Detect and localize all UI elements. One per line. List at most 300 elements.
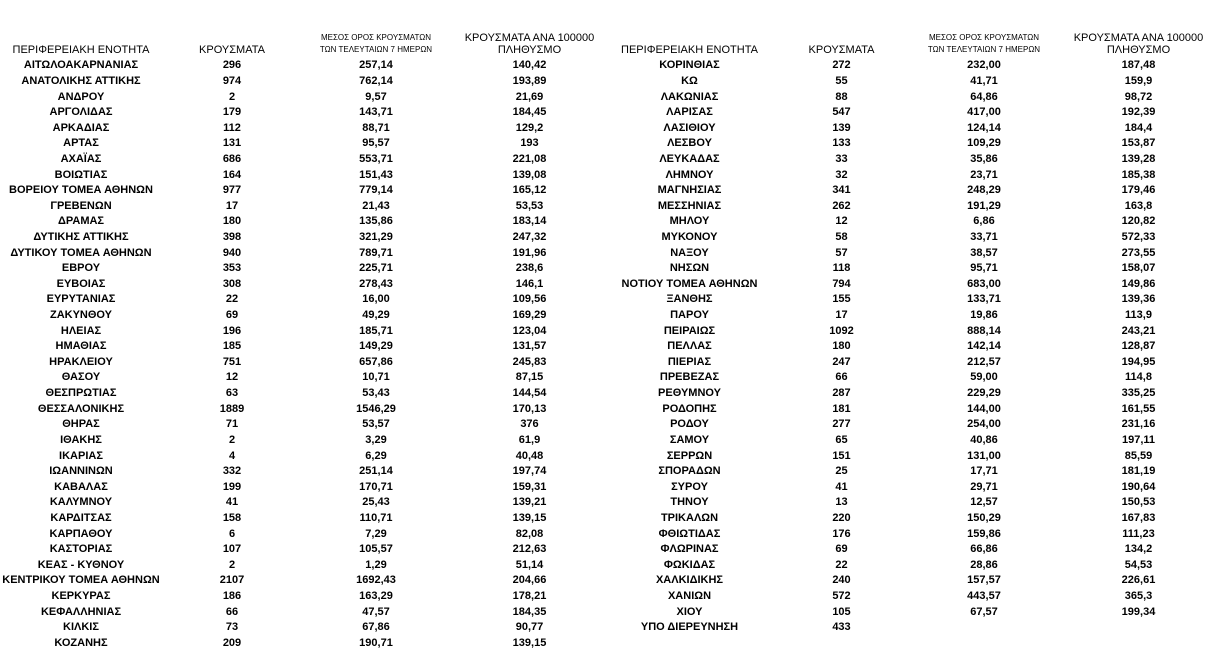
region-name: ΣΕΡΡΩΝ — [666, 449, 713, 462]
region-name: ΦΩΚΙΔΑΣ — [663, 558, 716, 571]
table-row — [609, 479, 1222, 495]
avg-7day-value: 150,29 — [967, 511, 1001, 524]
rate-per-100k-value: 139,21 — [512, 496, 547, 509]
avg-7day-value: 29,71 — [970, 480, 998, 493]
rate-per-100k-value: 131,57 — [512, 340, 547, 353]
table-row — [609, 542, 1222, 558]
table-row — [0, 136, 609, 152]
rate-per-100k-value: 114,8 — [1125, 371, 1152, 384]
cases-value: 272 — [832, 59, 851, 72]
cases-value: 2 — [228, 90, 236, 103]
region-name: ΕΥΒΟΙΑΣ — [56, 277, 106, 290]
region-name: ΜΕΣΣΗΝΙΑΣ — [657, 199, 722, 212]
cases-value: 686 — [222, 152, 242, 165]
cases-value: 180 — [832, 340, 851, 353]
region-name: ΡΟΔΟΠΗΣ — [662, 402, 717, 415]
left-table-body — [0, 58, 609, 651]
cases-value: 308 — [222, 277, 242, 290]
rate-per-100k-value: 165,12 — [512, 184, 547, 197]
cases-value: 107 — [222, 543, 242, 556]
cases-header: ΚΡΟΥΣΜΑΤΑ — [199, 44, 265, 56]
table-row — [0, 433, 609, 449]
avg-7day-value: 7,29 — [365, 527, 387, 540]
table-row — [609, 323, 1222, 339]
cases-value: 57 — [835, 246, 848, 259]
cases-value: 133 — [832, 137, 851, 150]
table-row — [0, 401, 609, 417]
avg-7day-value: 553,71 — [359, 152, 393, 165]
table-row — [609, 245, 1222, 261]
region-name: ΕΥΡΥΤΑΝΙΑΣ — [46, 293, 116, 306]
rate-per-100k-value: 183,14 — [512, 215, 547, 228]
header-row — [609, 0, 1222, 58]
table-row — [0, 589, 609, 605]
region-name: ΙΩΑΝΝΙΝΩΝ — [49, 465, 113, 478]
rate-per-100k-value: 194,95 — [1121, 355, 1156, 368]
table-row — [609, 526, 1222, 542]
header-row — [0, 0, 609, 58]
table-row — [0, 370, 609, 386]
cases-value: 547 — [832, 106, 851, 119]
cases-value: 139 — [832, 121, 851, 134]
avg-7day-value: 41,71 — [970, 74, 998, 87]
rate-per-100k-value: 139,08 — [512, 168, 547, 181]
cases-value: 88 — [835, 90, 848, 103]
table-row — [0, 261, 609, 277]
cases-value: 65 — [835, 433, 848, 446]
avg-7day-value: 47,57 — [362, 605, 390, 618]
rate-per-100k-value: 87,15 — [515, 371, 544, 384]
table-row — [0, 417, 609, 433]
region-name: ΣΠΟΡΑΔΩΝ — [658, 465, 721, 478]
rate-per-100k-value: 335,25 — [1121, 387, 1156, 400]
avg-7day-value: 53,57 — [362, 418, 390, 431]
table-row — [0, 479, 609, 495]
region-name: ΜΥΚΟΝΟΥ — [661, 231, 718, 243]
avg-7day-value: 149,29 — [359, 340, 393, 353]
table-row — [609, 58, 1222, 74]
cases-value: 2 — [228, 433, 236, 446]
table-row — [0, 245, 609, 261]
region-name: ΑΙΤΩΛΟΑΚΑΡΝΑΝΙΑΣ — [23, 59, 139, 72]
table-row — [609, 355, 1222, 371]
avg-7day-value: 257,14 — [359, 59, 393, 72]
avg-7day-value: 185,71 — [359, 324, 393, 337]
region-name: ΠΡΕΒΕΖΑΣ — [659, 371, 720, 384]
avg-7day-value: 657,86 — [359, 355, 393, 368]
region-name: ΤΡΙΚΑΛΩΝ — [660, 511, 719, 524]
cases-value: 66 — [225, 605, 239, 618]
cases-value: 262 — [832, 199, 851, 212]
avg-7day-value: 9,57 — [365, 90, 387, 103]
table-row — [609, 589, 1222, 605]
cases-value: 69 — [835, 543, 848, 556]
rate-per-100k-value: 197,74 — [512, 465, 547, 478]
rate-per-100k-value: 90,77 — [515, 621, 544, 634]
rate-per-100k-value: 113,9 — [1125, 309, 1152, 322]
table-row — [609, 511, 1222, 527]
table-row — [609, 401, 1222, 417]
cases-value: 6 — [228, 527, 236, 540]
table-row — [0, 604, 609, 620]
rate-per-100k-value: 192,39 — [1121, 106, 1156, 119]
region-header: ΠΕΡΙΦΕΡΕΙΑΚΗ ΕΝΟΤΗΤΑ — [12, 44, 150, 56]
avg-7day-value: 28,86 — [970, 558, 998, 571]
cases-value: 58 — [835, 231, 848, 243]
rate-per-100k-value: 181,19 — [1121, 465, 1156, 478]
avg-7day-value: 251,14 — [359, 465, 393, 478]
avg-7day-value: 53,43 — [362, 387, 390, 400]
cases-value: 196 — [222, 324, 242, 337]
avg-7day-value: 232,00 — [967, 59, 1001, 72]
avg-7day-value: 191,29 — [967, 199, 1001, 212]
table-row — [609, 604, 1222, 620]
cases-value: 240 — [832, 574, 851, 587]
cases-value: 398 — [222, 231, 242, 243]
region-name: ΑΡΤΑΣ — [63, 137, 99, 150]
table-row — [0, 636, 609, 652]
cases-value: 69 — [225, 309, 239, 322]
cases-value: 1092 — [829, 324, 854, 337]
avg-7day-value: 762,14 — [359, 74, 393, 87]
rate-per-100k-value: 167,83 — [1121, 511, 1156, 524]
avg-7day-value: 66,86 — [970, 543, 998, 556]
region-name: ΛΑΡΙΣΑΣ — [666, 106, 713, 119]
rate-per-100k-value: 193 — [520, 137, 539, 150]
avg-7day-value: 683,00 — [967, 277, 1001, 290]
region-name: ΚΑΣΤΟΡΙΑΣ — [49, 543, 113, 556]
region-name: ΦΛΩΡΙΝΑΣ — [660, 543, 719, 556]
cases-value: 353 — [222, 262, 242, 275]
cases-value: 572 — [832, 590, 851, 603]
table-row — [609, 339, 1222, 355]
avg-7day-value: 133,71 — [967, 293, 1001, 306]
cases-value: 25 — [835, 465, 848, 478]
table-row — [0, 198, 609, 214]
avg-7day-value: 16,00 — [362, 293, 390, 306]
table-row — [0, 323, 609, 339]
right-table-body — [609, 58, 1222, 636]
rate-per-100k-value: 128,87 — [1121, 340, 1156, 353]
table-row — [609, 558, 1222, 574]
region-name: ΑΝΑΤΟΛΙΚΗΣ ΑΤΤΙΚΗΣ — [21, 74, 141, 87]
cases-value: 22 — [835, 558, 848, 571]
cases-value: 33 — [835, 152, 848, 165]
table-row — [0, 89, 609, 105]
avg-7day-value: 88,71 — [362, 121, 390, 134]
rate-per-100k-value: 247,32 — [512, 231, 547, 243]
region-name: ΑΡΚΑΔΙΑΣ — [52, 121, 110, 134]
region-name: ΕΒΡΟΥ — [61, 262, 101, 275]
avg-7day-header-line1: ΜΕΣΟΣ ΟΡΟΣ ΚΡΟΥΣΜΑΤΩΝ — [928, 33, 1040, 42]
rate-per-100k-value: 187,48 — [1121, 59, 1156, 72]
rate-per-100k-value: 82,08 — [515, 527, 544, 540]
rate-per-100k-value: 153,87 — [1121, 137, 1156, 150]
avg-7day-value: 124,14 — [967, 121, 1001, 134]
table-row — [609, 167, 1222, 183]
cases-value: 332 — [222, 465, 242, 478]
avg-7day-value: 33,71 — [970, 231, 998, 243]
rate-per-100k-value: 146,1 — [515, 277, 544, 290]
avg-7day-value: 789,71 — [359, 246, 393, 259]
rate-per-100k-value: 150,53 — [1121, 496, 1156, 509]
cases-value: 176 — [832, 527, 851, 540]
region-name: ΚΕΡΚΥΡΑΣ — [51, 590, 111, 603]
cases-value: 12 — [835, 215, 848, 228]
table-row — [609, 448, 1222, 464]
rate-per-100k-value: 54,53 — [1124, 558, 1153, 571]
avg-7day-value: 159,86 — [967, 527, 1001, 540]
avg-7day-value: 443,57 — [967, 590, 1001, 603]
avg-7day-value: 1692,43 — [356, 574, 396, 587]
region-name: ΑΧΑΪΑΣ — [60, 152, 102, 165]
cases-value: 32 — [835, 168, 848, 181]
avg-7day-value: 1546,29 — [356, 402, 396, 415]
region-name: ΠΕΙΡΑΙΩΣ — [663, 324, 716, 337]
avg-7day-value: 3,29 — [365, 433, 387, 446]
region-name: ΚΟΡΙΝΘΙΑΣ — [659, 59, 720, 72]
rate-header-line1: ΚΡΟΥΣΜΑΤΑ ΑΝΑ 100000 — [1073, 32, 1204, 44]
cases-value: 181 — [832, 402, 851, 415]
cases-value: 977 — [222, 184, 242, 197]
table-row — [0, 74, 609, 90]
avg-7day-value: 64,86 — [970, 90, 998, 103]
avg-7day-value — [913, 620, 1055, 636]
cases-value: 179 — [222, 106, 242, 119]
avg-7day-value: 1,29 — [365, 558, 387, 571]
rate-per-100k-value: 159,31 — [512, 480, 547, 493]
cases-value: 974 — [222, 74, 242, 87]
cases-value: 341 — [832, 184, 851, 197]
rate-per-100k-value: 40,48 — [515, 449, 544, 462]
region-name: ΓΡΕΒΕΝΩΝ — [50, 199, 112, 212]
rate-per-100k-value: 139,15 — [512, 636, 547, 649]
rate-per-100k-value: 197,11 — [1121, 433, 1156, 446]
rate-per-100k-value: 365,3 — [1124, 590, 1153, 603]
region-name: ΚΑΛΥΜΝΟΥ — [49, 496, 113, 509]
rate-per-100k-value: 204,66 — [512, 574, 547, 587]
rate-per-100k-value: 179,46 — [1121, 184, 1156, 197]
region-name: ΡΕΘΥΜΝΟΥ — [658, 387, 721, 400]
table-row — [0, 495, 609, 511]
region-name: ΧΙΟΥ — [676, 605, 703, 618]
cases-value: 287 — [832, 387, 851, 400]
region-name: ΛΑΣΙΘΙΟΥ — [663, 121, 716, 134]
avg-7day-value: 190,71 — [359, 636, 393, 649]
rate-per-100k-value: 85,59 — [1124, 449, 1153, 462]
cases-value: 220 — [832, 511, 851, 524]
table-row — [0, 58, 609, 74]
cases-value: 158 — [222, 511, 242, 524]
table-row — [609, 214, 1222, 230]
region-name: ΣΥΡΟΥ — [671, 480, 708, 493]
region-name: ΞΑΝΘΗΣ — [666, 293, 713, 306]
table-row — [609, 183, 1222, 199]
avg-7day-header-line1: ΜΕΣΟΣ ΟΡΟΣ ΚΡΟΥΣΜΑΤΩΝ — [320, 33, 432, 42]
table-row — [0, 511, 609, 527]
table-row — [609, 417, 1222, 433]
region-name: ΚΕΦΑΛΛΗΝΙΑΣ — [40, 605, 122, 618]
avg-7day-header — [913, 0, 1055, 58]
avg-7day-value: 105,57 — [359, 543, 393, 556]
table-row — [609, 277, 1222, 293]
rate-per-100k-value: 169,29 — [512, 309, 547, 322]
cases-value: 277 — [832, 418, 851, 431]
rate-per-100k-value: 109,56 — [512, 293, 547, 306]
avg-7day-value: 131,00 — [967, 449, 1001, 462]
table-row — [609, 370, 1222, 386]
rate-per-100k-value: 140,42 — [512, 59, 547, 72]
region-name: ΥΠΟ ΔΙΕΡΕΥΝΗΣΗ — [640, 621, 739, 634]
region-name: ΦΘΙΩΤΙΔΑΣ — [658, 527, 721, 540]
region-name: ΒΟΙΩΤΙΑΣ — [54, 168, 108, 181]
cases-value: 180 — [222, 215, 242, 228]
region-name: ΝΟΤΙΟΥ ΤΟΜΕΑ ΑΘΗΝΩΝ — [621, 277, 758, 290]
region-name: ΘΕΣΣΑΛΟΝΙΚΗΣ — [37, 402, 125, 415]
table-row — [0, 308, 609, 324]
region-name: ΒΟΡΕΙΟΥ ΤΟΜΕΑ ΑΘΗΝΩΝ — [9, 184, 153, 197]
table-row — [0, 526, 609, 542]
avg-7day-value: 10,71 — [362, 371, 390, 384]
avg-7day-value: 59,00 — [970, 371, 998, 384]
rate-per-100k-value: 199,34 — [1121, 605, 1156, 618]
table-row — [609, 74, 1222, 90]
region-header: ΠΕΡΙΦΕΡΕΙΑΚΗ ΕΝΟΤΗΤΑ — [621, 44, 758, 56]
table-row — [609, 120, 1222, 136]
cases-value: 940 — [222, 246, 242, 259]
avg-7day-value: 163,29 — [359, 590, 393, 603]
cases-value: 12 — [225, 371, 239, 384]
avg-7day-value: 21,43 — [362, 199, 390, 212]
avg-7day-value: 254,00 — [967, 418, 1001, 431]
region-name: ΔΡΑΜΑΣ — [57, 215, 105, 228]
avg-7day-value: 151,43 — [359, 168, 393, 181]
cases-value: 247 — [832, 355, 851, 368]
avg-7day-value: 67,57 — [970, 605, 998, 618]
rate-per-100k-value: 139,15 — [512, 511, 547, 524]
rate-per-100k-value: 226,61 — [1121, 574, 1156, 587]
rate-per-100k-value: 111,23 — [1122, 527, 1155, 540]
cases-value: 4 — [228, 449, 236, 462]
cases-value: 41 — [225, 496, 239, 509]
avg-7day-value: 170,71 — [359, 480, 393, 493]
table-row — [609, 152, 1222, 168]
table-row — [609, 620, 1222, 636]
table-row — [0, 105, 609, 121]
rate-header-line2: ΠΛΗΘΥΣΜΟ — [497, 44, 562, 56]
cases-value: 164 — [222, 168, 242, 181]
region-name: ΘΕΣΠΡΩΤΙΑΣ — [45, 387, 117, 400]
table-row — [609, 105, 1222, 121]
rate-per-100k-value: 184,45 — [512, 106, 547, 119]
avg-7day-value: 109,29 — [967, 137, 1001, 150]
region-name: ΛΕΣΒΟΥ — [667, 137, 712, 150]
rate-per-100k-value: 238,6 — [515, 262, 544, 275]
table-row — [0, 542, 609, 558]
cases-value: 17 — [835, 309, 848, 322]
table-row — [0, 558, 609, 574]
regions-table-right — [609, 0, 1222, 636]
avg-7day-header-line2: ΤΩΝ ΤΕΛΕΥΤΑΙΩΝ 7 ΗΜΕΡΩΝ — [319, 45, 433, 54]
table-row — [609, 230, 1222, 246]
rate-per-100k-value: 98,72 — [1124, 90, 1153, 103]
region-name: ΚΕΝΤΡΙΚΟΥ ΤΟΜΕΑ ΑΘΗΝΩΝ — [2, 574, 160, 587]
rate-per-100k-value: 273,55 — [1121, 246, 1156, 259]
region-name: ΜΑΓΝΗΣΙΑΣ — [657, 184, 722, 197]
avg-7day-value: 144,00 — [967, 402, 1001, 415]
table-row — [0, 152, 609, 168]
avg-7day-value: 225,71 — [359, 262, 393, 275]
cases-value: 13 — [835, 496, 848, 509]
avg-7day-value: 278,43 — [359, 277, 393, 290]
avg-7day-value: 19,86 — [970, 309, 998, 322]
rate-per-100k-value: 51,14 — [515, 558, 544, 571]
avg-7day-value: 135,86 — [359, 215, 393, 228]
cases-value: 105 — [832, 605, 851, 618]
avg-7day-value: 95,71 — [970, 262, 998, 275]
region-name: ΚΑΒΑΛΑΣ — [54, 480, 108, 493]
cases-value: 55 — [835, 74, 848, 87]
cases-value: 71 — [225, 418, 239, 431]
table-row — [0, 167, 609, 183]
region-name: ΠΙΕΡΙΑΣ — [667, 355, 712, 368]
rate-per-100k-value: 139,28 — [1121, 152, 1156, 165]
table-row — [0, 464, 609, 480]
avg-7day-value: 417,00 — [967, 106, 1001, 119]
avg-7day-value: 95,57 — [362, 137, 390, 150]
table-row — [0, 214, 609, 230]
cases-value: 118 — [832, 262, 851, 275]
cases-value: 186 — [222, 590, 242, 603]
cases-value: 112 — [223, 121, 241, 134]
region-name: ΧΑΛΚΙΔΙΚΗΣ — [655, 574, 724, 587]
cases-value: 1889 — [219, 402, 245, 415]
region-name: ΚΙΛΚΙΣ — [63, 621, 99, 634]
cases-value: 151 — [832, 449, 851, 462]
cases-value: 131 — [222, 137, 242, 150]
rate-per-100k-value: 190,64 — [1121, 480, 1156, 493]
rate-per-100k-value: 184,35 — [512, 605, 547, 618]
avg-7day-value: 23,71 — [970, 168, 998, 181]
cases-value: 209 — [222, 636, 242, 649]
avg-7day-value: 40,86 — [970, 433, 998, 446]
cases-value: 199 — [222, 480, 242, 493]
cases-value: 296 — [222, 59, 242, 72]
region-name: ΚΕΑΣ - ΚΥΘΝΟΥ — [37, 558, 125, 571]
rate-per-100k-value: 139,36 — [1121, 293, 1156, 306]
rate-per-100k-value: 129,2 — [515, 121, 544, 134]
avg-7day-value: 229,29 — [967, 387, 1001, 400]
cases-value: 2 — [228, 558, 236, 571]
avg-7day-value: 321,29 — [359, 231, 393, 243]
region-name: ΠΑΡΟΥ — [670, 309, 709, 322]
rate-per-100k-value: 376 — [520, 418, 539, 431]
region-name: ΝΗΣΩΝ — [669, 262, 710, 275]
table-row — [0, 183, 609, 199]
cases-value: 41 — [835, 480, 848, 493]
region-name: ΚΑΡΔΙΤΣΑΣ — [50, 511, 112, 524]
avg-7day-value: 157,57 — [967, 574, 1001, 587]
avg-7day-value: 67,86 — [362, 621, 390, 634]
region-name: ΗΛΕΙΑΣ — [60, 324, 102, 337]
rate-per-100k-value: 159,9 — [1124, 74, 1153, 87]
rate-per-100k-header — [450, 0, 609, 58]
region-name: ΘΑΣΟΥ — [61, 371, 101, 384]
rate-per-100k-value: 221,08 — [512, 152, 547, 165]
cases-value: 2107 — [219, 574, 245, 587]
rate-per-100k-header — [1055, 0, 1222, 58]
avg-7day-value: 6,86 — [973, 215, 995, 228]
